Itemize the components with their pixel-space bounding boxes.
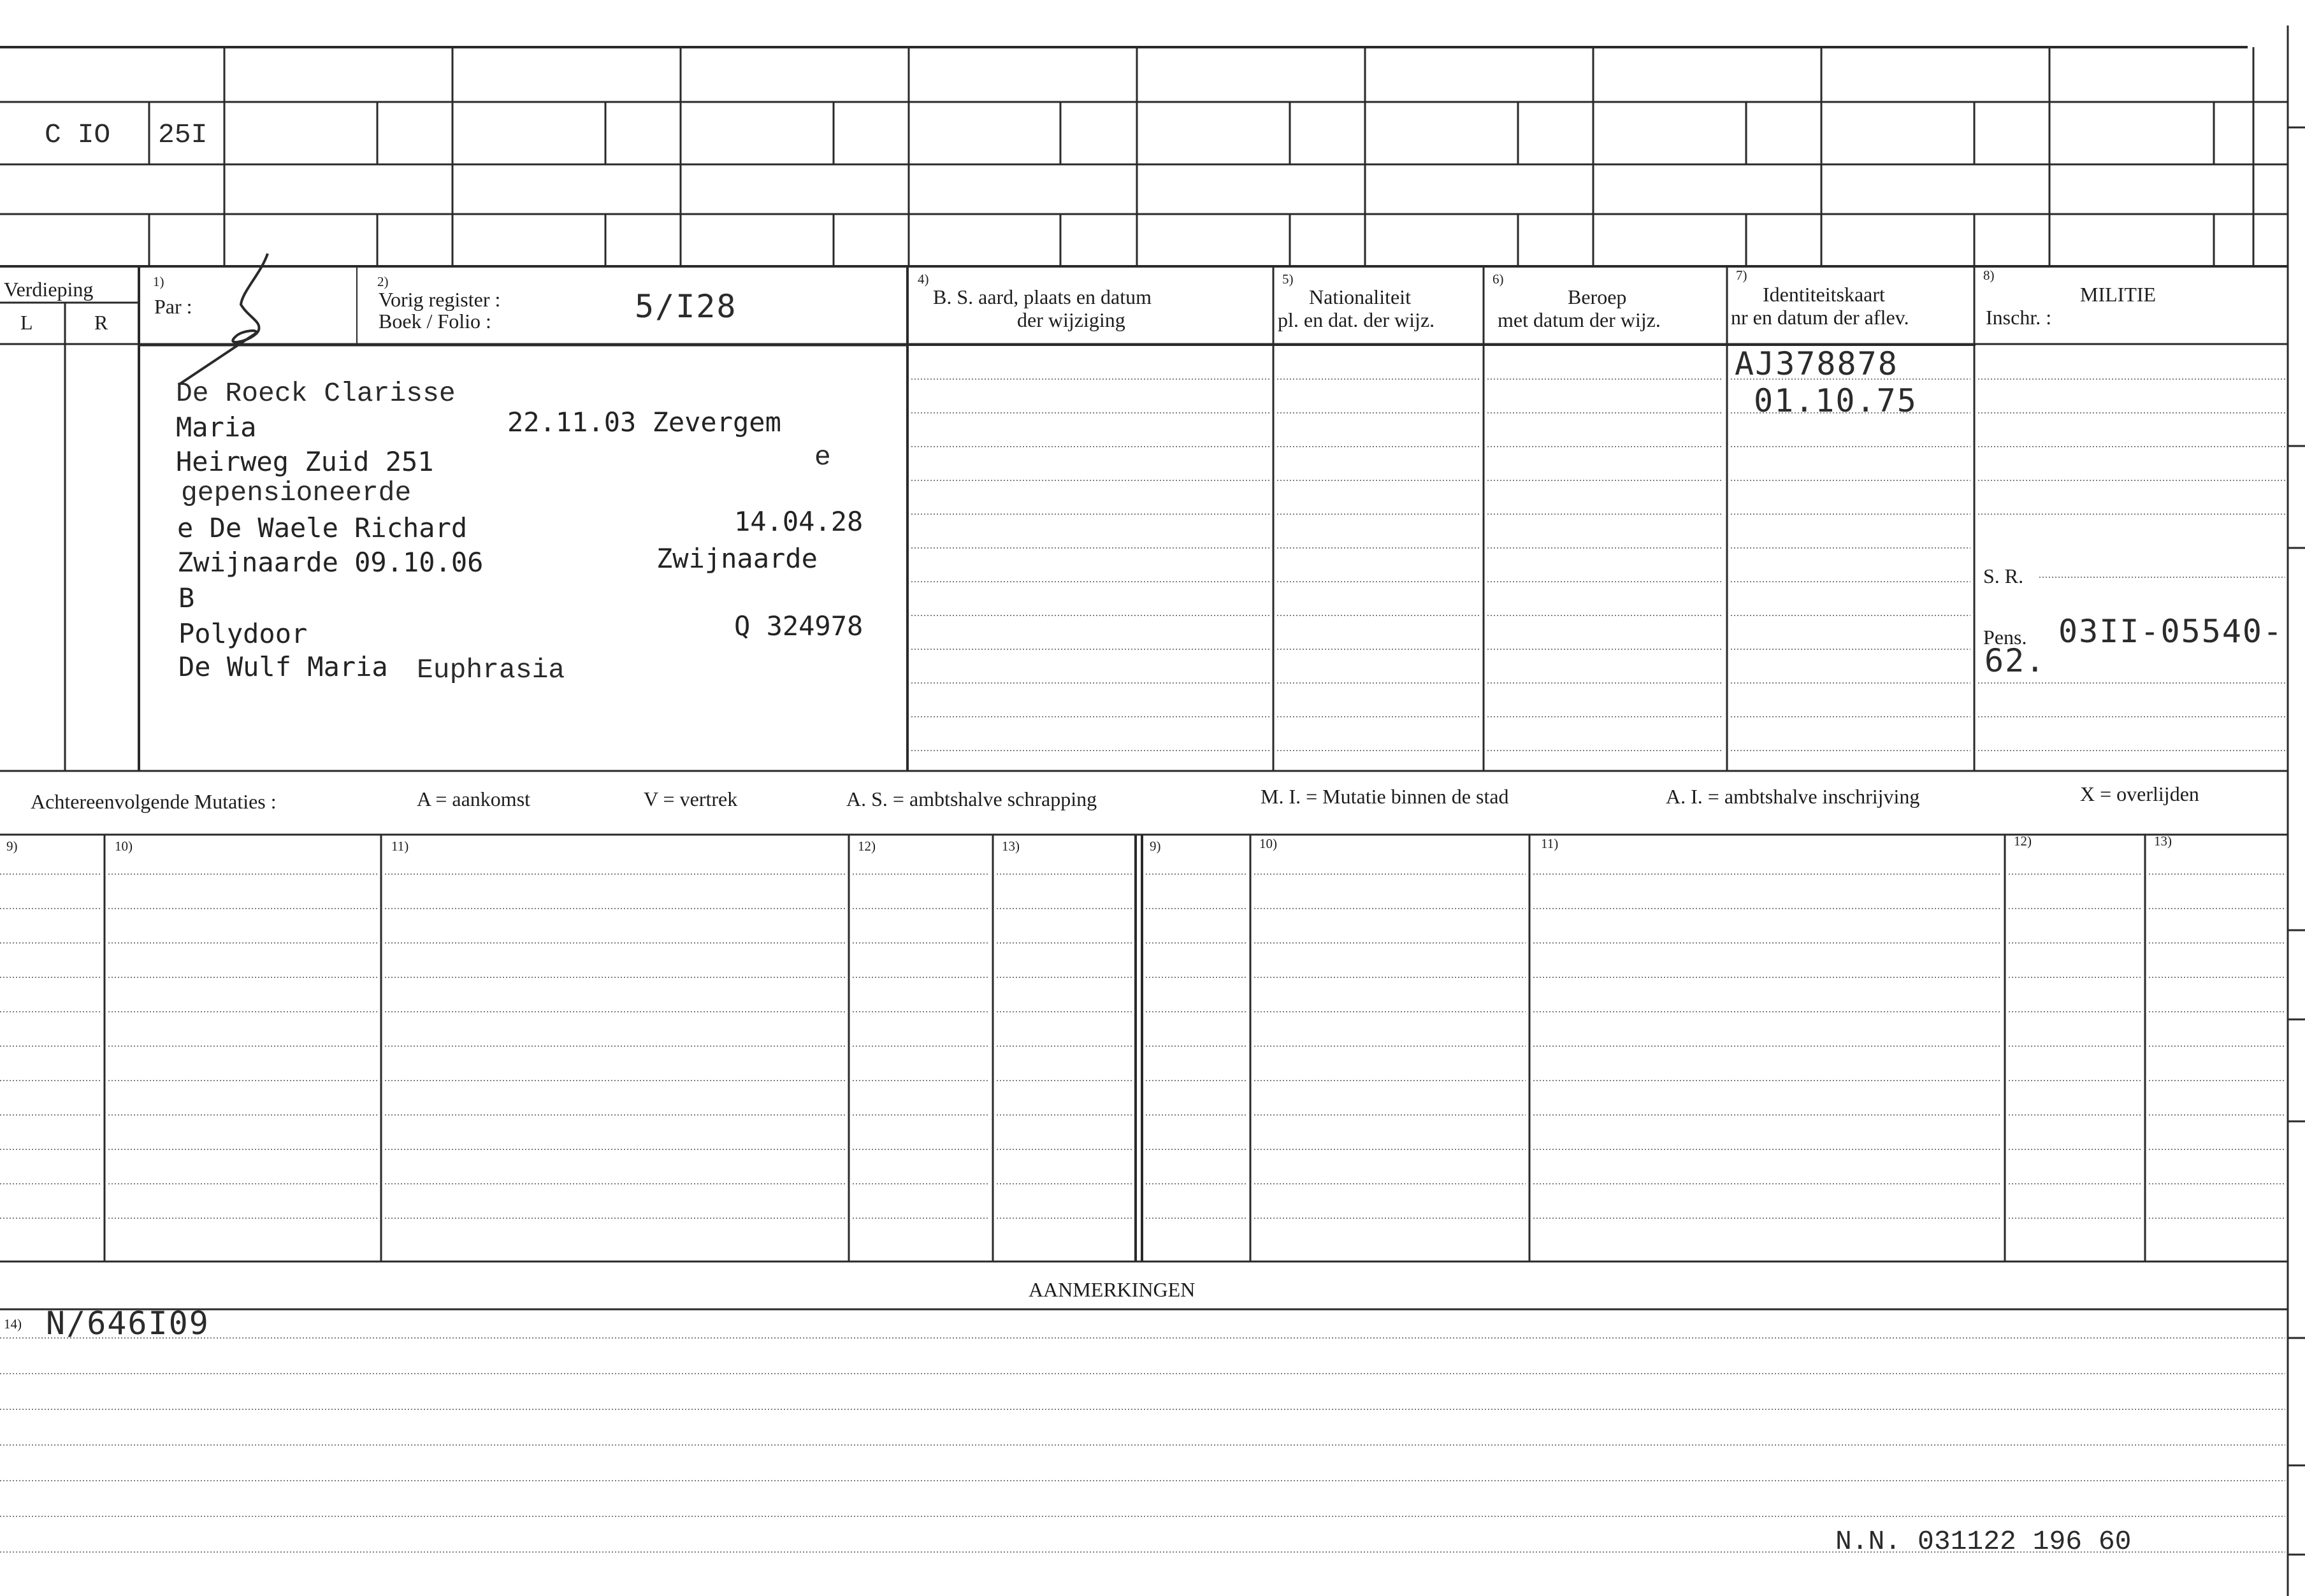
mutation-col-number: 13) [2154, 833, 2172, 849]
mutation-col-number: 12) [858, 838, 876, 854]
verdieping-r-header: R [94, 311, 108, 334]
militie-number: 8) [1983, 268, 1995, 283]
bs-number: 4) [918, 271, 929, 287]
par-number: 1) [153, 274, 164, 289]
register-code: C IO [45, 119, 111, 150]
mother-name: De Wulf Maria [178, 651, 388, 682]
id-header-line2: nr en datum der aflev. [1731, 306, 1909, 329]
beroep-header-line1: Beroep [1568, 285, 1627, 308]
id-header-line1: Identiteitskaart [1763, 283, 1885, 306]
remarks-reference: N/646I09 [46, 1305, 210, 1342]
person-address: Heirweg Zuid 251 [176, 446, 434, 477]
vorig-register-label: Vorig register : [379, 288, 501, 311]
mutation-col-number: 9) [1150, 838, 1161, 854]
nat-number: 5) [1282, 271, 1294, 287]
handwritten-scribble [166, 247, 331, 400]
beroep-header-line2: met datum der wijz. [1498, 308, 1661, 331]
legend-mutatie: M. I. = Mutatie binnen de stad [1261, 785, 1509, 808]
mutation-col-number: 11) [1541, 836, 1559, 851]
legend-title: Achtereenvolgende Mutaties : [31, 790, 277, 813]
person-code: Q 324978 [734, 610, 863, 642]
house-number: 25I [158, 119, 208, 150]
mutation-col-number: 11) [391, 838, 409, 854]
mother-second-name: Euphrasia [417, 654, 565, 686]
pens-label: Pens. [1983, 626, 2027, 649]
verdieping-l-header: L [20, 311, 33, 334]
mutation-col-number: 13) [1002, 838, 1020, 854]
id-number: 7) [1736, 268, 1747, 283]
remarks-number: 14) [4, 1316, 22, 1332]
spouse-birthplace: Zwijnaarde [656, 543, 818, 574]
national-number: N.N. 031122 196 60 [1835, 1526, 2132, 1557]
person-occupation: gepensioneerde [181, 477, 412, 508]
vorig-folio-value: 5/I28 [635, 288, 737, 325]
militie-header: MILITIE [2080, 283, 2157, 306]
legend-vertrek: V = vertrek [644, 787, 738, 810]
id-card-date: 01.10.75 [1754, 382, 1918, 419]
vorig-register-number: 2) [377, 274, 389, 289]
bs-header-line1: B. S. aard, plaats en datum [933, 285, 1152, 308]
e-mark: e [814, 442, 831, 473]
legend-overlijden: X = overlijden [2080, 782, 2199, 805]
person-name: De Roeck Clarisse [176, 378, 456, 409]
beroep-number: 6) [1492, 271, 1504, 287]
mutation-col-number: 12) [2014, 833, 2032, 849]
pens-value-line2: 62. [1984, 642, 2046, 679]
sr-label: S. R. [1983, 564, 2024, 587]
father-name: Polydoor [178, 618, 308, 649]
legend-aankomst: A = aankomst [417, 787, 531, 810]
inschr-label: Inschr. : [1986, 306, 2052, 329]
spouse-name: e De Waele Richard [177, 512, 468, 543]
person-birth: 22.11.03 Zevergem [507, 406, 781, 438]
b-mark: B [178, 582, 195, 614]
person-firstname: Maria [176, 412, 257, 443]
verdieping-header: Verdieping [4, 278, 94, 301]
boek-folio-label: Boek / Folio : [379, 310, 491, 333]
remarks-title: AANMERKINGEN [1029, 1278, 1196, 1301]
mutation-col-number: 9) [6, 838, 18, 854]
legend-schrapping: A. S. = ambtshalve schrapping [846, 787, 1097, 810]
par-label: Par : [154, 295, 192, 318]
nat-header-line2: pl. en dat. der wijz. [1278, 308, 1435, 331]
pens-value-line1: 03II-05540- [2058, 613, 2284, 650]
id-card-number: AJ378878 [1735, 345, 1898, 382]
bs-header-line2: der wijziging [1017, 308, 1125, 331]
nat-header-line1: Nationaliteit [1309, 285, 1411, 308]
marriage-date: 14.04.28 [734, 506, 863, 537]
spouse-birth: Zwijnaarde 09.10.06 [177, 547, 484, 578]
mutation-col-number: 10) [1259, 836, 1277, 851]
legend-inschrijving: A. I. = ambtshalve inschrijving [1666, 785, 1920, 808]
mutation-col-number: 10) [115, 838, 133, 854]
